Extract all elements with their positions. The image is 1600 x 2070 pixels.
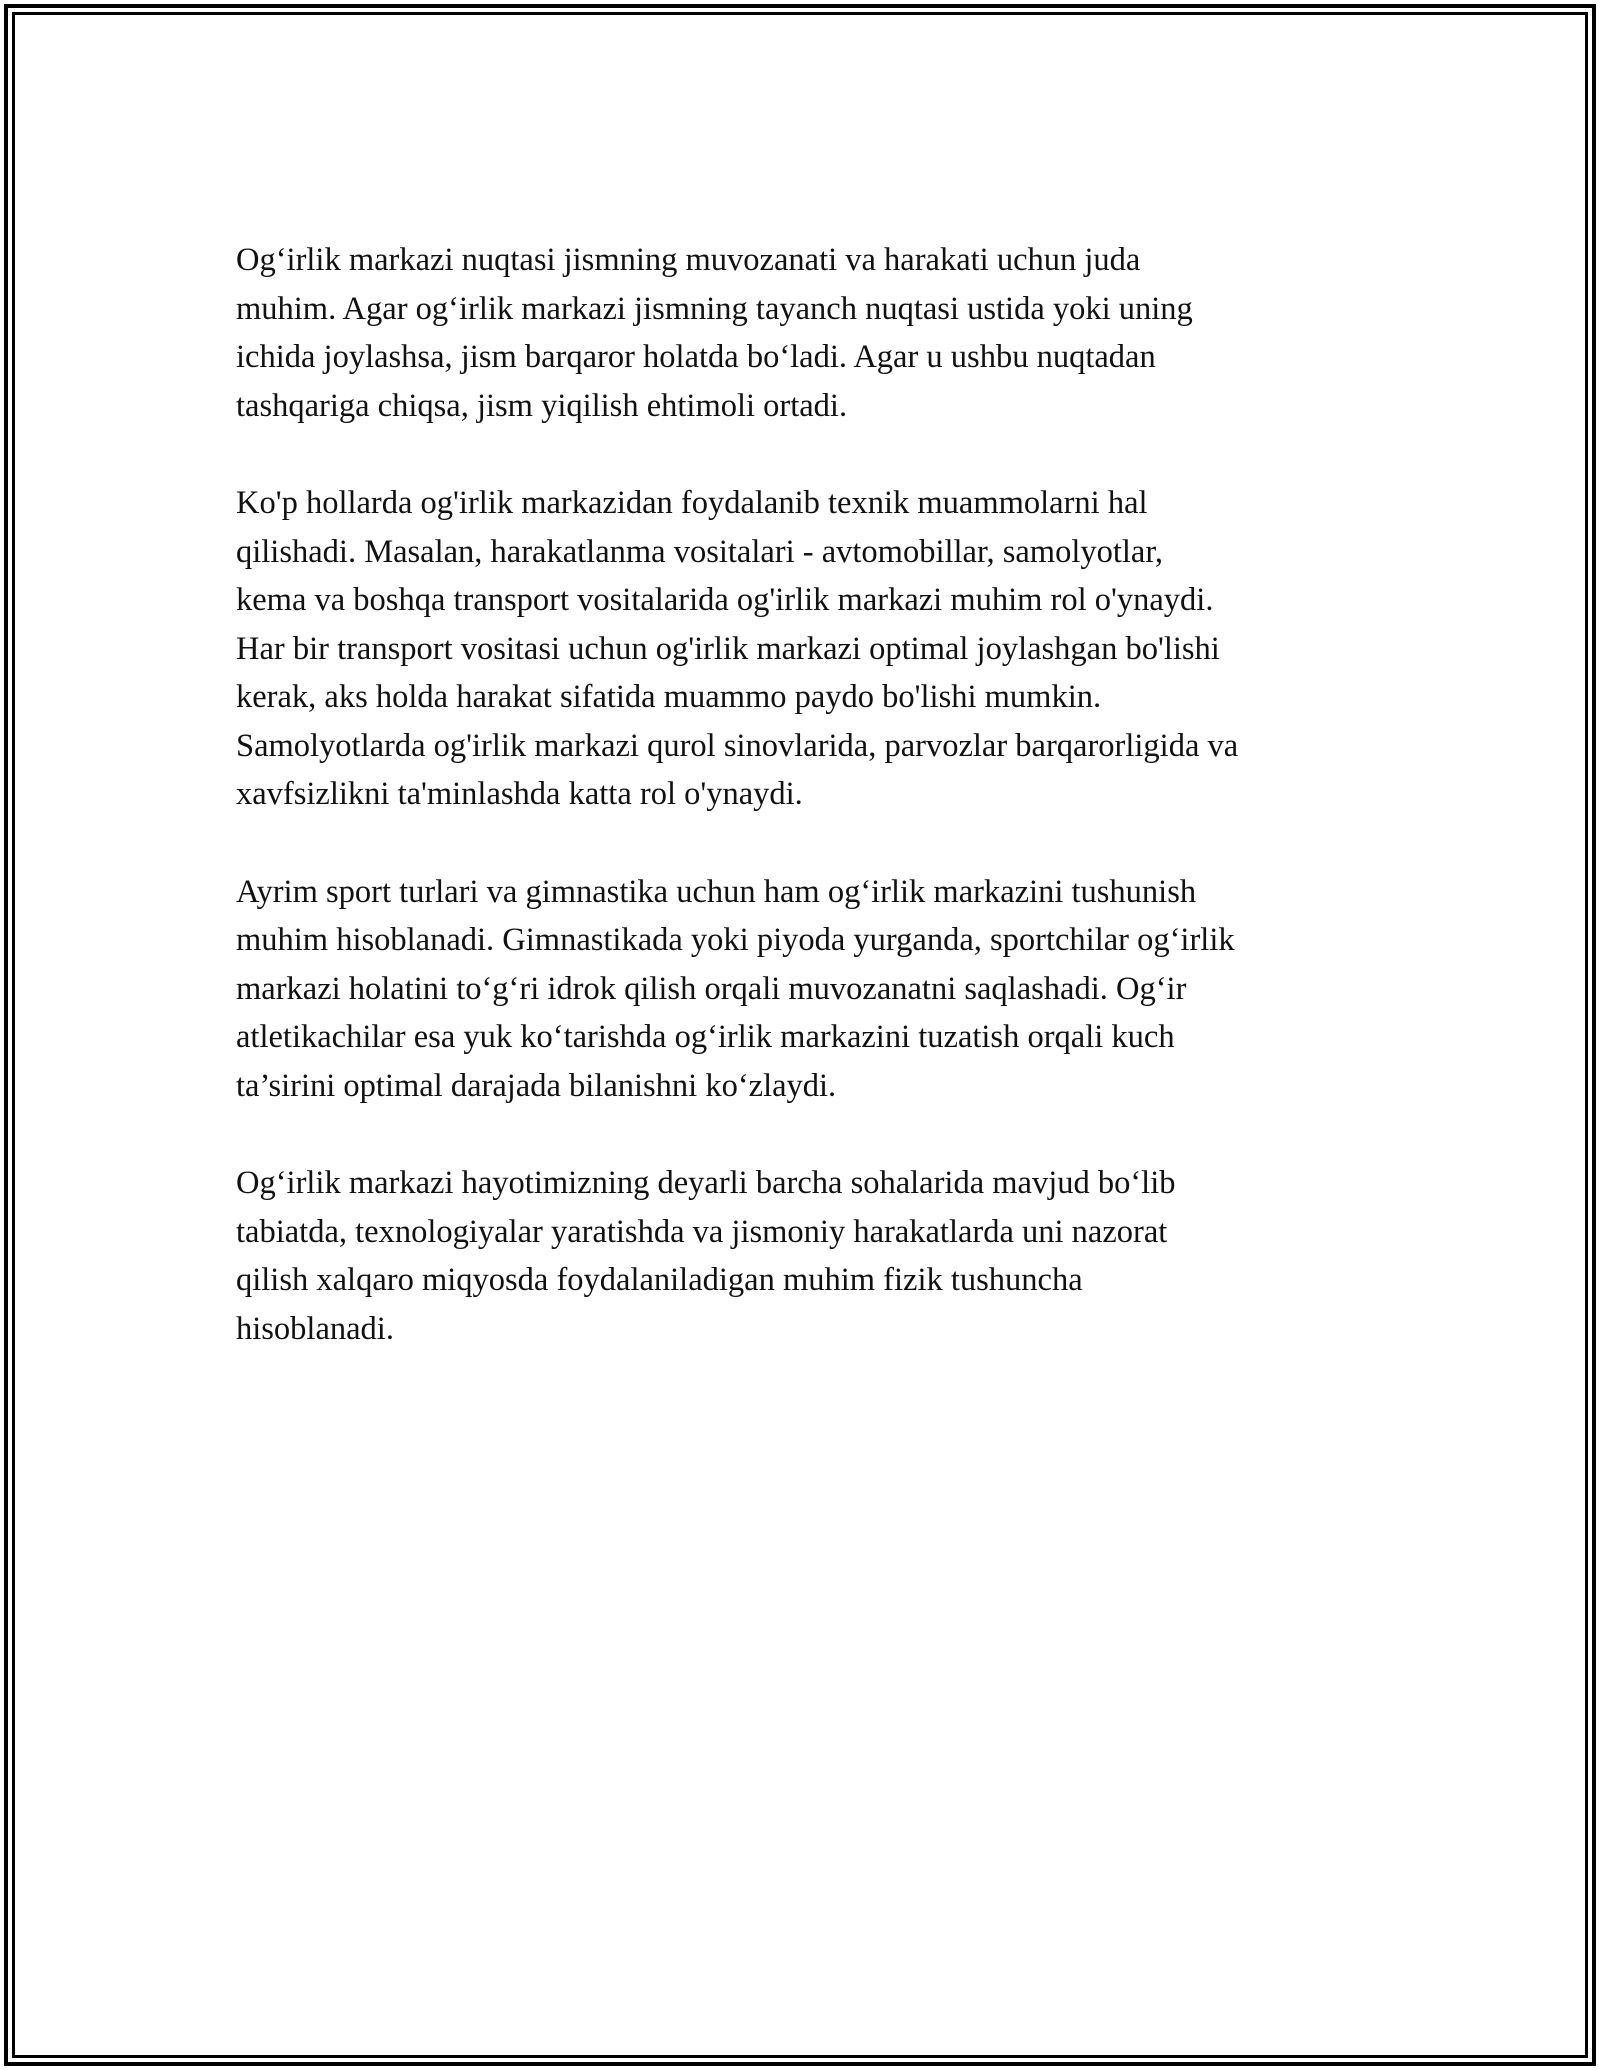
paragraph-line: Ayrim sport turlari va gimnastika uchun ham og‘irlik markazini tushunish bbox=[236, 873, 1197, 910]
paragraph-line: hisoblanadi. bbox=[236, 1310, 394, 1347]
paragraph-line: ta’sirini optimal darajada bilanishni ko‘zlaydi. bbox=[236, 1067, 837, 1104]
paragraph-line: kema va boshqa transport vositalarida og'irlik markazi muhim rol o'ynaydi. bbox=[236, 582, 1214, 618]
document-body bbox=[236, 236, 1376, 1402]
paragraph-line: tashqariga chiqsa, jism yiqilish ehtimoli ortadi. bbox=[236, 387, 848, 424]
paragraph-line: ichida joylashsa, jism barqaror holatda bo‘ladi. Agar u ushbu nuqtadan bbox=[236, 339, 1156, 375]
paragraph-line: Har bir transport vositasi uchun og'irlik markazi optimal joylashgan bo'lishi bbox=[236, 630, 1220, 667]
paragraph-line: qilishadi. Masalan, harakatlanma vositalari - avtomobillar, samolyotlar, bbox=[236, 533, 1163, 570]
paragraph-line: xavfsizlikni ta'minlashda katta rol o'ynaydi. bbox=[236, 776, 803, 812]
paragraph-line: atletikachilar esa yuk ko‘tarishda og‘irlik markazini tuzatish orqali kuch bbox=[236, 1019, 1175, 1055]
paragraph-3 bbox=[236, 868, 1376, 1111]
paragraph-line: markazi holatini to‘g‘ri idrok qilish orqali muvozanatni saqlashadi. Og‘ir bbox=[236, 970, 1187, 1007]
paragraph-line: Samolyotlarda og'irlik markazi qurol sinovlarida, parvozlar barqarorligida va bbox=[236, 727, 1239, 764]
paragraph-line: Ko'p hollarda og'irlik markazidan foydalanib texnik muammolarni hal bbox=[236, 485, 1148, 521]
paragraph-line: kerak, aks holda harakat sifatida muammo paydo bo'lishi mumkin. bbox=[236, 679, 1102, 715]
paragraph-2 bbox=[236, 479, 1376, 819]
paragraph-line: Og‘irlik markazi hayotimizning deyarli barcha sohalarida mavjud bo‘lib bbox=[236, 1165, 1176, 1201]
paragraph-line: qilish xalqaro miqyosda foydalaniladigan muhim fizik tushuncha bbox=[236, 1262, 1083, 1298]
paragraph-1 bbox=[236, 236, 1376, 430]
paragraph-line: muhim hisoblanadi. Gimnastikada yoki piyoda yurganda, sportchilar og‘irlik bbox=[236, 922, 1235, 958]
paragraph-line: muhim. Agar og‘irlik markazi jismning tayanch nuqtasi ustida yoki uning bbox=[236, 290, 1193, 327]
paragraph-4 bbox=[236, 1159, 1376, 1353]
paragraph-line: tabiatda, texnologiyalar yaratishda va jismoniy harakatlarda uni nazorat bbox=[236, 1213, 1168, 1250]
paragraph-line: Og‘irlik markazi nuqtasi jismning muvozanati va harakati uchun juda bbox=[236, 242, 1141, 278]
